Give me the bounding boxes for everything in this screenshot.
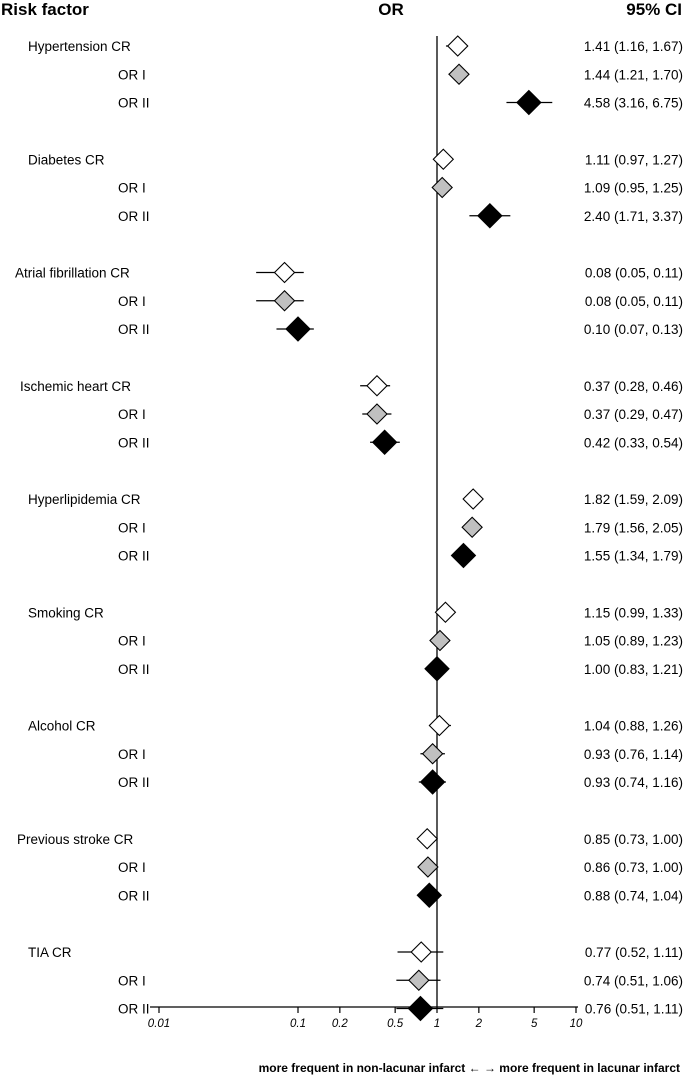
or-marker	[409, 970, 429, 990]
x-tick-label: 10	[569, 1018, 583, 1030]
ci-value: 1.44 (1.21, 1.70)	[583, 67, 683, 83]
row-label: TIA CR	[28, 945, 72, 960]
row-label: Smoking CR	[28, 605, 104, 621]
ci-value: 1.04 (0.88, 1.26)	[583, 718, 683, 734]
or-marker	[425, 657, 449, 681]
row-label: OR II	[118, 775, 150, 790]
or-marker	[275, 291, 295, 311]
or-marker	[417, 829, 437, 849]
ci-value: 0.37 (0.28, 0.46)	[583, 378, 683, 394]
x-tick-label: 0.2	[331, 1018, 348, 1030]
row-label: Diabetes CR	[28, 152, 105, 168]
row-label: Ischemic heart CR	[20, 378, 132, 394]
ci-value: 0.88 (0.74, 1.04)	[583, 888, 683, 904]
row-label: OR I	[118, 633, 146, 649]
row-label: OR II	[118, 888, 150, 904]
row-label: Previous stroke CR	[17, 831, 134, 847]
or-marker	[421, 770, 445, 794]
row-label: OR I	[118, 67, 146, 83]
ci-value: 0.74 (0.51, 1.06)	[583, 973, 683, 989]
ci-value: 0.93 (0.74, 1.16)	[583, 775, 683, 790]
or-marker	[408, 997, 432, 1021]
x-tick-label: 2	[475, 1018, 483, 1030]
direction-footer: more frequent in non-lacunar infarct ← → more frequent in lacunar infarct	[258, 1061, 680, 1075]
ci-value: 0.76 (0.51, 1.11)	[584, 1001, 683, 1017]
ci-value: 1.09 (0.95, 1.25)	[583, 180, 683, 196]
header-ci: 95% CI	[626, 0, 682, 19]
row-label: OR II	[118, 95, 150, 111]
forest-rows	[15, 36, 683, 1021]
or-marker	[462, 517, 482, 537]
row-label: OR I	[118, 520, 146, 536]
ci-value: 1.05 (0.89, 1.23)	[583, 633, 683, 649]
ci-value: 0.85 (0.73, 1.00)	[583, 831, 683, 847]
row-label: OR I	[118, 407, 146, 422]
ci-value: 1.82 (1.59, 2.09)	[583, 492, 683, 507]
x-axis-ticks	[148, 1007, 583, 1030]
or-marker	[435, 602, 455, 622]
or-marker	[275, 263, 295, 283]
or-marker	[449, 64, 469, 84]
x-tick-label: 1	[433, 1018, 441, 1030]
or-marker	[286, 317, 310, 341]
x-tick-label: 0.5	[387, 1018, 404, 1030]
or-marker	[367, 404, 387, 424]
row-label: OR I	[118, 860, 146, 875]
or-marker	[448, 36, 468, 56]
ci-value: 1.55 (1.34, 1.79)	[583, 548, 683, 564]
ci-value: 1.15 (0.99, 1.33)	[583, 605, 683, 621]
row-label: OR I	[118, 180, 146, 196]
row-label: Alcohol CR	[28, 718, 96, 734]
ci-value: 0.08 (0.05, 0.11)	[584, 293, 683, 309]
row-label: OR II	[118, 435, 150, 451]
or-marker	[517, 91, 541, 115]
row-label: OR II	[118, 322, 150, 337]
row-label: Atrial fibrillation CR	[15, 265, 130, 281]
or-marker	[418, 857, 438, 877]
ci-value: 1.11 (0.97, 1.27)	[584, 152, 683, 168]
or-marker	[423, 744, 443, 764]
ci-value: 1.79 (1.56, 2.05)	[583, 520, 683, 536]
ci-value: 0.77 (0.52, 1.11)	[584, 945, 683, 960]
row-label: OR I	[118, 293, 146, 309]
or-marker	[367, 376, 387, 396]
or-marker	[433, 149, 453, 169]
header-or: OR	[378, 0, 404, 19]
ci-value: 0.42 (0.33, 0.54)	[583, 435, 683, 451]
or-marker	[463, 489, 483, 509]
or-marker	[430, 631, 450, 651]
x-tick-label: 0.01	[147, 1018, 171, 1030]
ci-value: 0.10 (0.07, 0.13)	[583, 322, 683, 337]
row-label: OR II	[118, 1001, 150, 1017]
ci-value: 2.40 (1.71, 3.37)	[583, 208, 683, 224]
row-label: OR II	[118, 548, 150, 564]
ci-value: 1.41 (1.16, 1.67)	[583, 39, 683, 54]
or-marker	[417, 883, 441, 907]
row-label: Hypertension CR	[28, 39, 131, 54]
ci-value: 0.93 (0.76, 1.14)	[583, 746, 683, 762]
ci-value: 0.86 (0.73, 1.00)	[583, 860, 683, 875]
row-label: OR I	[118, 746, 146, 762]
ci-value: 0.37 (0.29, 0.47)	[583, 407, 683, 422]
or-marker	[429, 716, 449, 736]
ci-value: 0.08 (0.05, 0.11)	[584, 265, 683, 281]
or-marker	[432, 178, 452, 198]
row-label: OR II	[118, 661, 150, 677]
x-tick-label: 5	[530, 1018, 538, 1030]
row-label: OR I	[118, 973, 146, 989]
or-marker	[373, 430, 397, 454]
x-tick-label: 0.1	[290, 1018, 306, 1030]
ci-value: 4.58 (3.16, 6.75)	[583, 95, 683, 111]
header-risk-factor: Risk factor	[1, 0, 89, 19]
ci-value: 1.00 (0.83, 1.21)	[583, 661, 683, 677]
row-label: OR II	[118, 208, 150, 224]
or-marker	[451, 544, 475, 568]
or-marker	[478, 204, 502, 228]
or-marker	[411, 942, 431, 962]
row-label: Hyperlipidemia CR	[28, 492, 141, 507]
